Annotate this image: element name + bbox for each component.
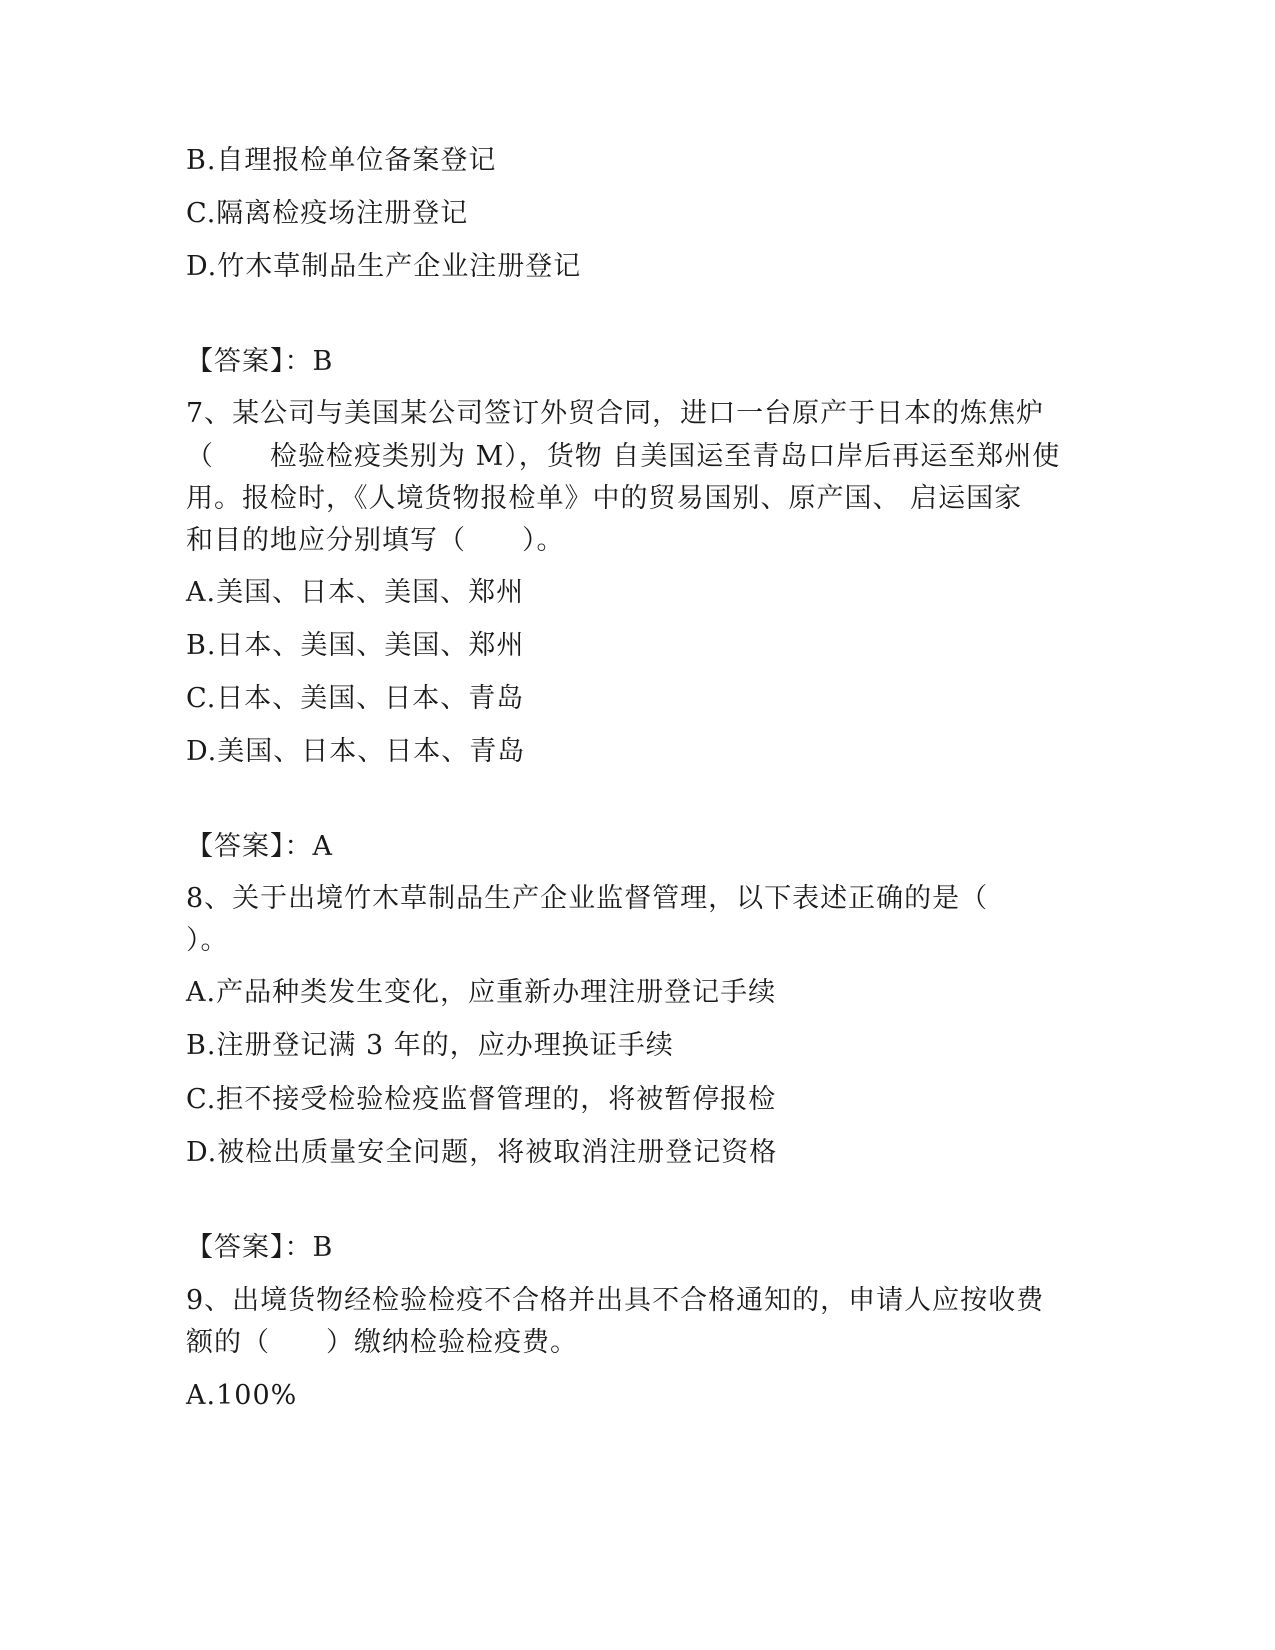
q8-option-a: A.产品种类发生变化，应重新办理注册登记手续 — [186, 977, 777, 1008]
q7-stem-line-2: （ 检验检疫类别为 M），货物 自美国运至青岛口岸后再运至郑州使 — [186, 441, 1061, 472]
q7-stem-line-3: 用。报检时，《人境货物报检单》中的贸易国别、原产国、 启运国家 — [186, 483, 1023, 514]
q8-answer: 【答案】：B — [186, 1232, 334, 1263]
q9-option-a: A.100% — [186, 1380, 298, 1411]
q7-stem-line-4: 和目的地应分别填写（ ）。 — [186, 525, 565, 556]
q7-stem-line-1: 7、某公司与美国某公司签订外贸合同，进口一台原产于日本的炼焦炉 — [186, 398, 1045, 429]
prev-option-d: D.竹木草制品生产企业注册登记 — [186, 251, 582, 282]
q7-option-d: D.美国、日本、日本、青岛 — [186, 736, 526, 767]
q7-answer: 【答案】：A — [186, 831, 333, 862]
q8-option-c: C.拒不接受检验检疫监督管理的，将被暂停报检 — [186, 1084, 777, 1115]
q9-stem-line-2: 额的（ ）缴纳检验检疫费。 — [186, 1327, 578, 1358]
q8-stem-line-2: ）。 — [186, 925, 229, 956]
q8-option-d: D.被检出质量安全问题，将被取消注册登记资格 — [186, 1137, 778, 1168]
q8-option-b: B.注册登记满 3 年的，应办理换证手续 — [186, 1030, 674, 1061]
q7-option-b: B.日本、美国、美国、郑州 — [186, 630, 525, 661]
q7-option-c: C.日本、美国、日本、青岛 — [186, 683, 525, 714]
prev-option-b: B.自理报检单位备案登记 — [186, 145, 497, 176]
prev-answer: 【答案】：B — [186, 346, 334, 377]
q8-stem-line-1: 8、关于出境竹木草制品生产企业监督管理，以下表述正确的是（ — [186, 883, 989, 914]
q7-option-a: A.美国、日本、美国、郑州 — [186, 577, 525, 608]
q9-stem-line-1: 9、出境货物经检验检疫不合格并出具不合格通知的，申请人应按收费 — [186, 1285, 1045, 1316]
prev-option-c: C.隔离检疫场注册登记 — [186, 198, 469, 229]
